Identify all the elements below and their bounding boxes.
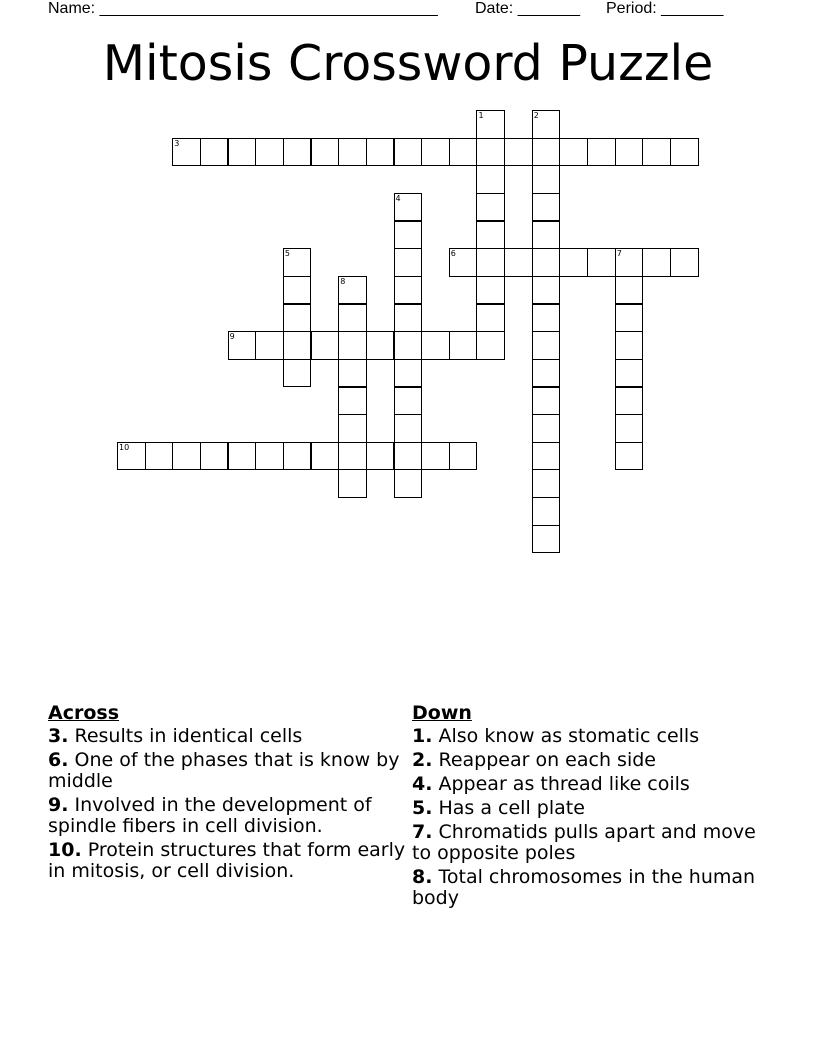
grid-cell[interactable] bbox=[670, 138, 699, 167]
clue-number-label: 1 bbox=[478, 111, 484, 120]
grid-cell[interactable] bbox=[615, 138, 644, 167]
grid-cell[interactable] bbox=[476, 193, 505, 222]
grid-cell[interactable] bbox=[532, 165, 561, 194]
grid-cell[interactable] bbox=[255, 331, 284, 360]
date-field-label[interactable]: Date: _______ bbox=[475, 0, 580, 17]
across-heading: Across bbox=[48, 702, 120, 724]
grid-cell[interactable] bbox=[338, 442, 367, 471]
clue-text: Results in identical cells bbox=[68, 725, 303, 747]
grid-cell[interactable] bbox=[283, 442, 312, 471]
grid-cell[interactable] bbox=[476, 331, 505, 360]
grid-cell[interactable] bbox=[532, 469, 561, 498]
grid-cell[interactable] bbox=[449, 138, 478, 167]
clue-item bbox=[412, 867, 772, 909]
clue-number: 2. bbox=[412, 749, 433, 771]
clue-item bbox=[412, 726, 772, 747]
page-title: Mitosis Crossword Puzzle bbox=[102, 35, 714, 92]
grid-cell[interactable] bbox=[476, 110, 505, 139]
grid-cell[interactable] bbox=[283, 276, 312, 305]
clue-item bbox=[412, 774, 772, 795]
grid-cell[interactable] bbox=[670, 248, 699, 277]
clue-number-label: 5 bbox=[284, 249, 290, 259]
grid-cell[interactable] bbox=[642, 248, 671, 277]
clue-text: Also know as stomatic cells bbox=[432, 725, 700, 747]
clue-item bbox=[48, 726, 408, 747]
clue-number-label: 7 bbox=[616, 249, 622, 259]
grid-cell[interactable] bbox=[476, 304, 505, 333]
clue-text: Protein structures that form early in mitosis, or cell division. bbox=[48, 839, 406, 882]
clue-number: 1. bbox=[412, 725, 433, 747]
grid-cell[interactable] bbox=[394, 304, 423, 333]
grid-cell[interactable] bbox=[476, 276, 505, 305]
grid-cell[interactable] bbox=[338, 359, 367, 388]
grid-cell[interactable] bbox=[283, 331, 312, 360]
clue-item bbox=[412, 798, 772, 819]
grid-cell[interactable] bbox=[615, 331, 644, 360]
grid-cell[interactable] bbox=[532, 110, 561, 139]
grid-cell[interactable] bbox=[394, 221, 423, 250]
clue-number-label: 9 bbox=[229, 332, 235, 342]
grid-cell[interactable] bbox=[615, 414, 644, 443]
across-clue-list bbox=[48, 726, 408, 882]
clue-number: 9. bbox=[48, 794, 69, 816]
grid-cell[interactable] bbox=[117, 442, 146, 471]
grid-cell[interactable] bbox=[532, 248, 561, 277]
clue-text: Chromatids pulls apart and move to opposite poles bbox=[412, 821, 756, 864]
grid-cell[interactable] bbox=[255, 138, 284, 167]
grid-cell[interactable] bbox=[200, 138, 229, 167]
clue-text: Involved in the development of spindle fibers in cell division. bbox=[48, 794, 372, 837]
grid-cell[interactable] bbox=[615, 359, 644, 388]
grid-cell[interactable] bbox=[504, 138, 533, 167]
grid-cell[interactable] bbox=[587, 138, 616, 167]
clue-number: 4. bbox=[412, 773, 433, 795]
grid-cell[interactable] bbox=[338, 469, 367, 498]
clue-text: Reappear on each side bbox=[432, 749, 656, 771]
grid-cell[interactable] bbox=[394, 359, 423, 388]
clue-number: 3. bbox=[48, 725, 69, 747]
grid-cell[interactable] bbox=[587, 248, 616, 277]
grid-cell[interactable] bbox=[615, 248, 644, 277]
clue-number-label: 2 bbox=[533, 111, 539, 120]
grid-cell[interactable] bbox=[145, 442, 174, 471]
grid-cell[interactable] bbox=[338, 331, 367, 360]
grid-cell[interactable] bbox=[366, 138, 395, 167]
down-clue-list bbox=[412, 726, 772, 909]
grid-cell[interactable] bbox=[559, 248, 588, 277]
grid-cell[interactable] bbox=[200, 442, 229, 471]
clue-number: 5. bbox=[412, 797, 433, 819]
grid-cell[interactable] bbox=[615, 276, 644, 305]
grid-cell[interactable] bbox=[532, 497, 561, 526]
grid-cell[interactable] bbox=[394, 138, 423, 167]
down-heading: Down bbox=[412, 702, 472, 724]
clue-text: One of the phases that is know by middle bbox=[48, 749, 400, 792]
grid-cell[interactable] bbox=[366, 442, 395, 471]
grid-cell[interactable] bbox=[532, 304, 561, 333]
clue-text: Appear as thread like coils bbox=[432, 773, 690, 795]
down-clues bbox=[412, 702, 772, 912]
grid-cell[interactable] bbox=[615, 387, 644, 416]
grid-cell[interactable] bbox=[255, 442, 284, 471]
grid-cell[interactable] bbox=[476, 165, 505, 194]
grid-cell[interactable] bbox=[476, 221, 505, 250]
clue-number: 7. bbox=[412, 821, 433, 843]
clue-item bbox=[48, 750, 408, 792]
grid-cell[interactable] bbox=[532, 414, 561, 443]
grid-cell[interactable] bbox=[532, 221, 561, 250]
clue-number-label: 8 bbox=[340, 276, 346, 286]
grid-cell[interactable] bbox=[394, 331, 423, 360]
period-field-label[interactable]: Period: _______ bbox=[606, 0, 724, 17]
grid-cell[interactable] bbox=[476, 248, 505, 277]
clue-number-label: 3 bbox=[174, 138, 180, 148]
grid-cell[interactable] bbox=[394, 442, 423, 471]
grid-cell[interactable] bbox=[532, 359, 561, 388]
grid-cell[interactable] bbox=[449, 248, 478, 277]
grid-cell[interactable] bbox=[394, 469, 423, 498]
clue-item bbox=[48, 795, 408, 837]
grid-cell[interactable] bbox=[394, 276, 423, 305]
grid-cell[interactable] bbox=[421, 138, 450, 167]
grid-cell[interactable] bbox=[172, 138, 201, 167]
grid-cell[interactable] bbox=[283, 138, 312, 167]
grid-cell[interactable] bbox=[338, 387, 367, 416]
clue-text: Has a cell plate bbox=[432, 797, 585, 819]
grid-cell[interactable] bbox=[228, 331, 257, 360]
grid-cell[interactable] bbox=[532, 387, 561, 416]
clue-number-label: 10 bbox=[119, 442, 130, 452]
grid-cell[interactable] bbox=[559, 138, 588, 167]
grid-cell[interactable] bbox=[394, 248, 423, 277]
across-clues bbox=[48, 702, 408, 885]
grid-cell[interactable] bbox=[366, 331, 395, 360]
name-field-label[interactable]: Name: ______________________________________ bbox=[48, 0, 438, 17]
clue-number: 8. bbox=[412, 866, 433, 888]
grid-cell[interactable] bbox=[338, 138, 367, 167]
grid-cell[interactable] bbox=[532, 525, 561, 554]
grid-cell[interactable] bbox=[615, 442, 644, 471]
grid-cell[interactable] bbox=[476, 138, 505, 167]
grid-cell[interactable] bbox=[228, 442, 257, 471]
grid-cell[interactable] bbox=[311, 138, 340, 167]
grid-cell[interactable] bbox=[421, 442, 450, 471]
grid-cell[interactable] bbox=[172, 442, 201, 471]
clue-number-label: 4 bbox=[395, 193, 401, 203]
grid-cell[interactable] bbox=[449, 331, 478, 360]
grid-cell[interactable] bbox=[311, 442, 340, 471]
grid-cell[interactable] bbox=[394, 414, 423, 443]
clue-number: 10. bbox=[48, 839, 82, 861]
grid-cell[interactable] bbox=[283, 359, 312, 388]
clue-number: 6. bbox=[48, 749, 69, 771]
grid-cell[interactable] bbox=[532, 276, 561, 305]
clue-text: Total chromosomes in the human body bbox=[412, 866, 756, 909]
grid-cell[interactable] bbox=[642, 138, 671, 167]
grid-cell[interactable] bbox=[394, 387, 423, 416]
clue-item bbox=[412, 750, 772, 771]
grid-cell[interactable] bbox=[615, 304, 644, 333]
grid-cell[interactable] bbox=[394, 193, 423, 222]
grid-cell[interactable] bbox=[283, 304, 312, 333]
grid-cell[interactable] bbox=[449, 442, 478, 471]
grid-cell[interactable] bbox=[228, 138, 257, 167]
grid-cell[interactable] bbox=[504, 248, 533, 277]
grid-cell[interactable] bbox=[338, 304, 367, 333]
grid-cell[interactable] bbox=[283, 248, 312, 277]
clue-item bbox=[48, 840, 408, 882]
grid-cell[interactable] bbox=[532, 331, 561, 360]
grid-cell[interactable] bbox=[532, 138, 561, 167]
grid-cell[interactable] bbox=[338, 276, 367, 305]
grid-cell[interactable] bbox=[532, 193, 561, 222]
clue-number-label: 6 bbox=[450, 249, 456, 259]
grid-cell[interactable] bbox=[311, 331, 340, 360]
grid-cell[interactable] bbox=[338, 414, 367, 443]
grid-cell[interactable] bbox=[421, 331, 450, 360]
grid-cell[interactable] bbox=[532, 442, 561, 471]
clue-item bbox=[412, 822, 772, 864]
